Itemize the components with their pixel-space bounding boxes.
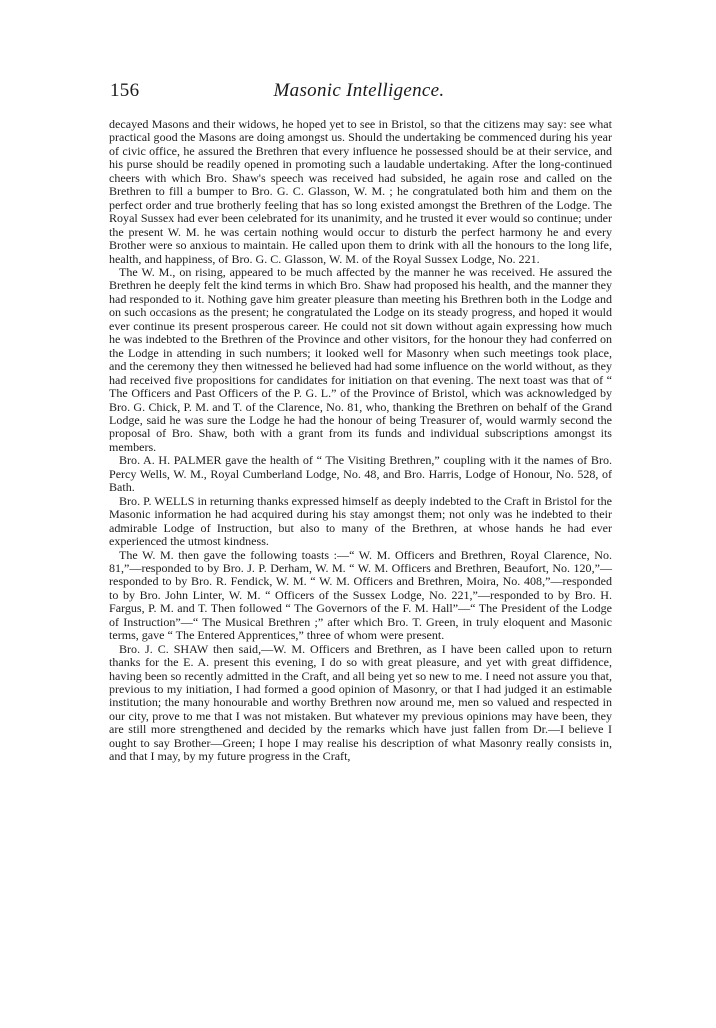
paragraph: Bro. P. WELLS in returning thanks expressed himself as deeply indebted to the Craft in Bristol for the Masonic information he had acquired during his stay amongst them; not only was he indebted to their admirable Lodge of Instruction, but also to many of the Brethren, at whose hands he had ever experienced the utmost kindness.: [109, 493, 612, 549]
paragraph: The W. M., on rising, appeared to be much affected by the manner he was received. He assured the Brethren he deeply felt the kind terms in which Bro. Shaw had proposed his health, and the manner they had responded to it. Nothing gave him greater pleasure than meeting his Brethren both in the Lodge and on such occasions as the present; he congratulated the Lodge on its steady progress, and hoped it would ever continue its present prosperous career. He could not sit down without again expressing how much he was indebted to the Brethren of the Province and other visitors, for the honour they had conferred on the Lodge in attending in such numbers; it looked well for Masonry when such meetings took place, and the ceremony they then witnessed he believed had had some influence on the world without, as they had received five propositions for candidates for initiation on that evening. The next toast was that of “ The Officers and Past Officers of the P. G. L.” of the Province of Bristol, which was acknowledged by Bro. G. Chick, P. M. and T. of the Clarence, No. 81, who, thanking the Brethren on behalf of the Grand Lodge, said he was sure the Lodge he had the honour of being Treasurer of, would warmly second the proposal of Bro. Shaw, both with a grant from its funds and individual subscriptions amongst its members.: [109, 264, 612, 454]
paragraph: Bro. A. H. PALMER gave the health of “ The Visiting Brethren,” coupling with it the names of Bro. Percy Wells, W. M., Royal Cumberland Lodge, No. 48, and Bro. Harris, Lodge of Honour, No. 528, of Bath.: [109, 453, 612, 495]
paragraph: The W. M. then gave the following toasts :—“ W. M. Officers and Brethren, Royal Clarence, No. 81,”—responded to by Bro. J. P. Derham, W. M. “ W. M. Officers and Brethren, Beaufort, No. 120,”—responded to by Bro. R. Fendick, W. M. “ W. M. Officers and Brethren, Moira, No. 408,”—responded to by Bro. John Linter, W. M. “ Officers of the Sussex Lodge, No. 221,”—responded to by Bro. H. Fargus, P. M. and T. Then followed “ The Governors of the F. M. Hall”—“ The President of the Lodge of Instruction”—“ The Musical Brethren ;” after which Bro. T. Green, in truly eloquent and Masonic terms, gave “ The Entered Apprentices,” three of whom were present.: [109, 547, 612, 643]
paragraph: decayed Masons and their widows, he hoped yet to see in Bristol, so that the citizens may say: see what practical good the Masons are doing amongst us. Should the undertaking be commenced during his year of civic office, he assured the Brethren that every influence he possessed should be at their service, and his purse should be readily opened in promoting such a laudable undertaking. After the long-continued cheers with which Bro. Shaw's speech was received had subsided, he again rose and called on the Brethren to fill a bumper to Bro. G. C. Glasson, W. M. ; he congratulated both him and them on the perfect order and true brotherly feeling that has so long existed amongst the Brethren of the Lodge. The Royal Sussex had ever been celebrated for its unanimity, and he trusted it ever would so continue; under the present W. M. he was certain nothing would occur to disturb the perfect harmony he and every Brother were so anxious to maintain. He called upon them to drink with all the honours to the long life, health, and happiness, of Bro. G. C. Glasson, W. M. of the Royal Sussex Lodge, No. 221.: [109, 117, 612, 266]
page-header: [110, 80, 608, 106]
paragraph: Bro. J. C. SHAW then said,—W. M. Officers and Brethren, as I have been called upon to return thanks for the E. A. present this evening, I do so with great pleasure, and yet with great diffidence, having been so recently admitted in the Craft, and all being yet so new to me. I need not assure you that, previous to my initiation, I had formed a good opinion of Masonry, or that I had judged it an estimable institution; the many honourable and worthy Brethren now around me, men so valued and respected in our city, prove to me that I was not mistaken. But whatever my previous opinions may have been, they are still more strengthened and decided by the remarks which have just fallen from Dr.—I believe I ought to say Brother—Green; I hope I may realise his description of what Masonry really consists in, and that I may, by my future progress in the Craft,: [109, 641, 612, 764]
page-number: 156: [110, 80, 140, 101]
body-text: [109, 118, 612, 764]
running-title: Masonic Intelligence.: [273, 80, 445, 101]
